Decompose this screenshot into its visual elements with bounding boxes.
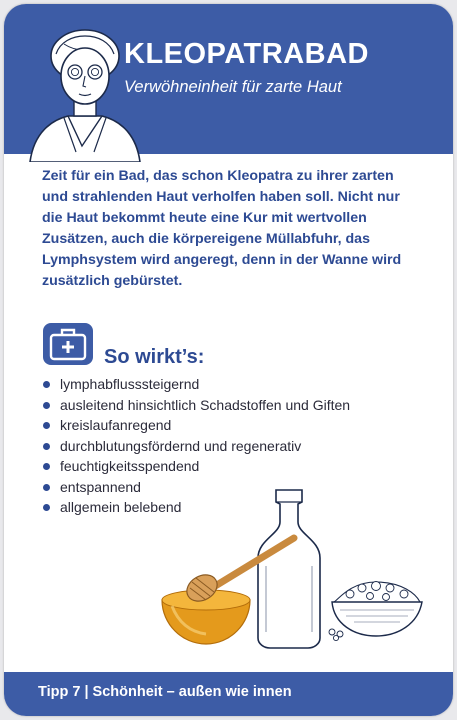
effects-heading: So wirkt’s: [104,346,205,368]
list-item [42,415,350,436]
list-item-label: allgemein belebend [60,499,182,515]
first-aid-kit-icon [42,322,94,366]
card-title: KLEOPATRABAD [124,38,369,70]
card-header [4,4,453,154]
bullet-dot [43,381,50,388]
list-item [42,456,350,477]
bowl-of-flakes-icon [329,582,422,641]
list-item-label: feuchtigkeitsspendend [60,458,200,474]
bullet-dot [43,443,50,450]
intro-text: Zeit für ein Bad, das schon Kleopatra zu ihrer zarten und strahlenden Haut verholfen haben soll. Nicht nur die Haut bekommt heute eine Kur mit wertvollen Zusätzen, auch die körpereigene Müllabfuhr, das Lymphsystem wird angeregt, denn in der Wanne wird zusätzlich gebürstet. [42,168,402,289]
list-item [42,395,350,416]
list-item-label: durchblutungsfördernd und regenerativ [60,437,302,454]
list-item [42,374,350,395]
list-item-label: ausleitend hinsichtlich Schadstoffen und Giften [60,396,351,413]
card-footer [4,672,453,716]
bullet-dot [43,463,50,470]
list-item-label: entspannend [60,478,141,495]
card-subtitle: Verwöhneinheit für zarte Haut [124,78,342,96]
bath-ingredients-illustration [154,482,434,652]
tip-card [4,4,453,716]
list-item [42,436,350,457]
footer-text: Tipp 7 | Schönheit – außen wie innen [38,684,292,700]
bullet-dot [43,422,50,429]
bullet-dot [43,402,50,409]
bullet-dot [43,504,50,511]
bullet-dot [43,484,50,491]
list-item-label: kreislaufanregend [60,417,172,433]
milk-bottle-icon [258,490,320,648]
list-item-label: lymphabflusssteigernd [60,376,200,392]
